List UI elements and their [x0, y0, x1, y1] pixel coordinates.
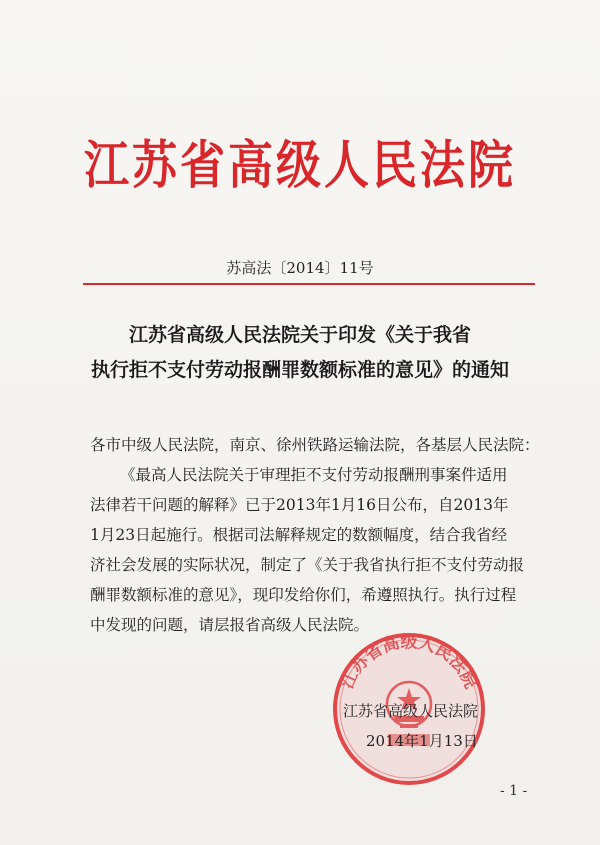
body-line: 法律若干问题的解释》已于2013年1月16日公布，自2013年 — [90, 496, 509, 514]
document-number: 苏高法〔2014〕11号 — [226, 259, 374, 277]
body-line: 中发现的问题，请层报省高级人民法院。 — [90, 616, 370, 634]
title-line-1: 江苏省高级人民法院关于印发《关于我省 — [128, 324, 471, 346]
signature-org: 江苏省高级人民法院 — [343, 702, 479, 720]
seal-text: 江苏省高级人民法院 — [337, 632, 481, 692]
body-line: 酬罪数额标准的意见》，现印发给你们，希遵照执行。执行过程 — [90, 586, 517, 604]
red-rule-divider — [83, 283, 535, 285]
document-body — [90, 430, 550, 640]
title-line-2: 执行拒不支付劳动报酬罪数额标准的意见》的通知 — [90, 359, 509, 381]
issuing-org-header: 江苏省高级人民法院 — [83, 134, 516, 196]
addressee: 各市中级人民法院，南京、徐州铁路运输法院，各基层人民法院： — [90, 436, 540, 454]
page-number: - 1 - — [500, 783, 528, 799]
issue-date: 2014年1月13日 — [366, 732, 478, 750]
body-line: 1月23日起施行。根据司法解释规定的数额幅度，结合我省经 — [90, 526, 508, 544]
document-title — [0, 318, 600, 388]
body-line: 《最高人民法院关于审理拒不支付劳动报酬刑事案件适用 — [120, 466, 508, 484]
body-line: 济社会发展的实际状况，制定了《关于我省执行拒不支付劳动报 — [90, 556, 525, 574]
